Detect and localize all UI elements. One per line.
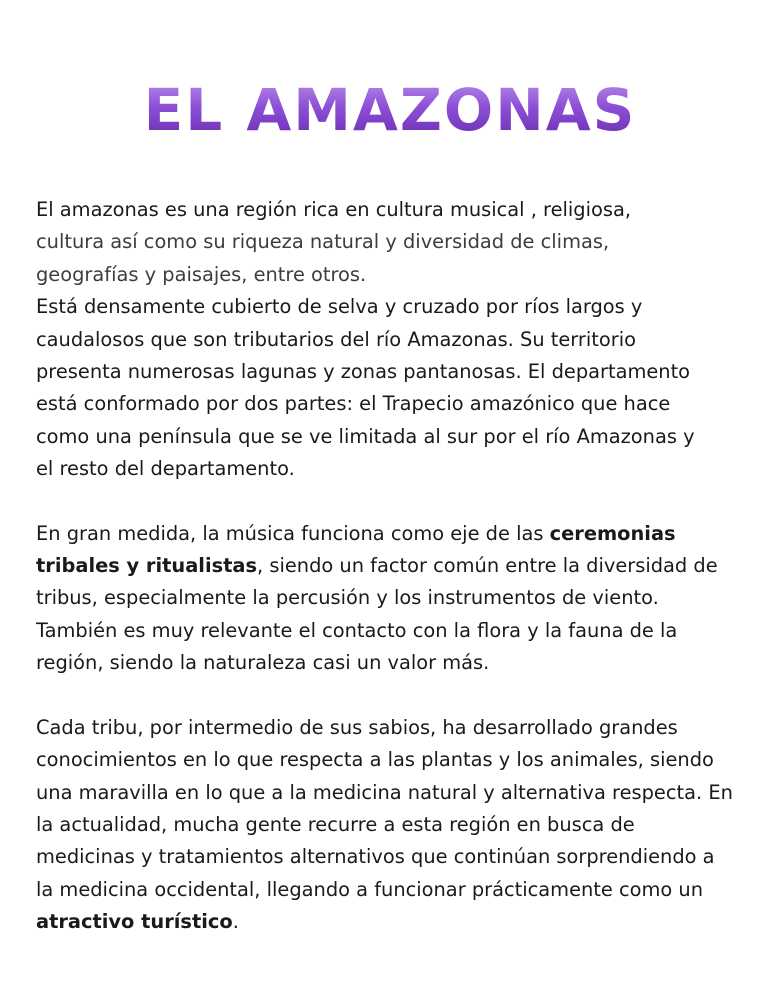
paragraph-1-line: cultura así como su riqueza natural y diversidad de climas, <box>36 230 610 254</box>
paragraph-1-line: el resto del departamento. <box>36 457 295 481</box>
paragraph-2 <box>36 518 736 680</box>
paragraph-1-line: está conformado por dos partes: el Trapecio amazónico que hace <box>36 392 671 416</box>
paragraph-3 <box>36 712 736 939</box>
paragraph-1 <box>36 194 736 486</box>
paragraph-2-bold: ceremonias tribales y ritualistas <box>36 521 676 578</box>
title-area <box>0 78 768 188</box>
paragraph-1-line: como una península que se ve limitada al sur por el río Amazonas y <box>36 424 695 448</box>
page-title-reflection: EL AMAZONAS <box>143 112 637 137</box>
page-title-text: EL AMAZONAS <box>143 76 637 144</box>
paragraph-1-line: geografías y paisajes, entre otros. <box>36 262 367 286</box>
paragraph-1-line: El amazonas es una región rica en cultura musical , religiosa, <box>36 198 631 221</box>
paragraph-2-text: En gran medida, la música funciona como eje de las <box>36 521 550 545</box>
paragraph-3-end: . <box>232 910 239 934</box>
page-title <box>144 78 637 142</box>
paragraph-3-bold: atractivo turístico <box>36 910 233 934</box>
paragraph-3-text: Cada tribu, por intermedio de sus sabios, ha desarrollado grandes conocimientos en lo que respecta a las plantas y los animales, siendo una maravilla en lo que a la medicina natural y alternativa respecta. En la actualidad, mucha gente recurre a esta región en busca de medicinas y tratamientos alternativos que continúan sorprendiendo a la medicina occidental, llegando a funcionar prácticamente como un <box>36 715 733 901</box>
document-body <box>36 194 736 939</box>
paragraph-gap <box>36 680 736 712</box>
paragraph-1-line: Está densamente cubierto de selva y cruzado por ríos largos y <box>36 295 643 319</box>
paragraph-1-line: presenta numerosas lagunas y zonas pantanosas. El departamento <box>36 360 691 384</box>
paragraph-2-text-rest: , siendo un factor común entre la diversidad de tribus, especialmente la percusión y los instrumentos de viento. También es muy relevante el contacto con la flora y la fauna de la región, siendo la naturaleza casi un valor más. <box>36 554 718 675</box>
paragraph-gap <box>36 486 736 518</box>
paragraph-1-line: caudalosos que son tributarios del río Amazonas. Su territorio <box>36 327 636 351</box>
